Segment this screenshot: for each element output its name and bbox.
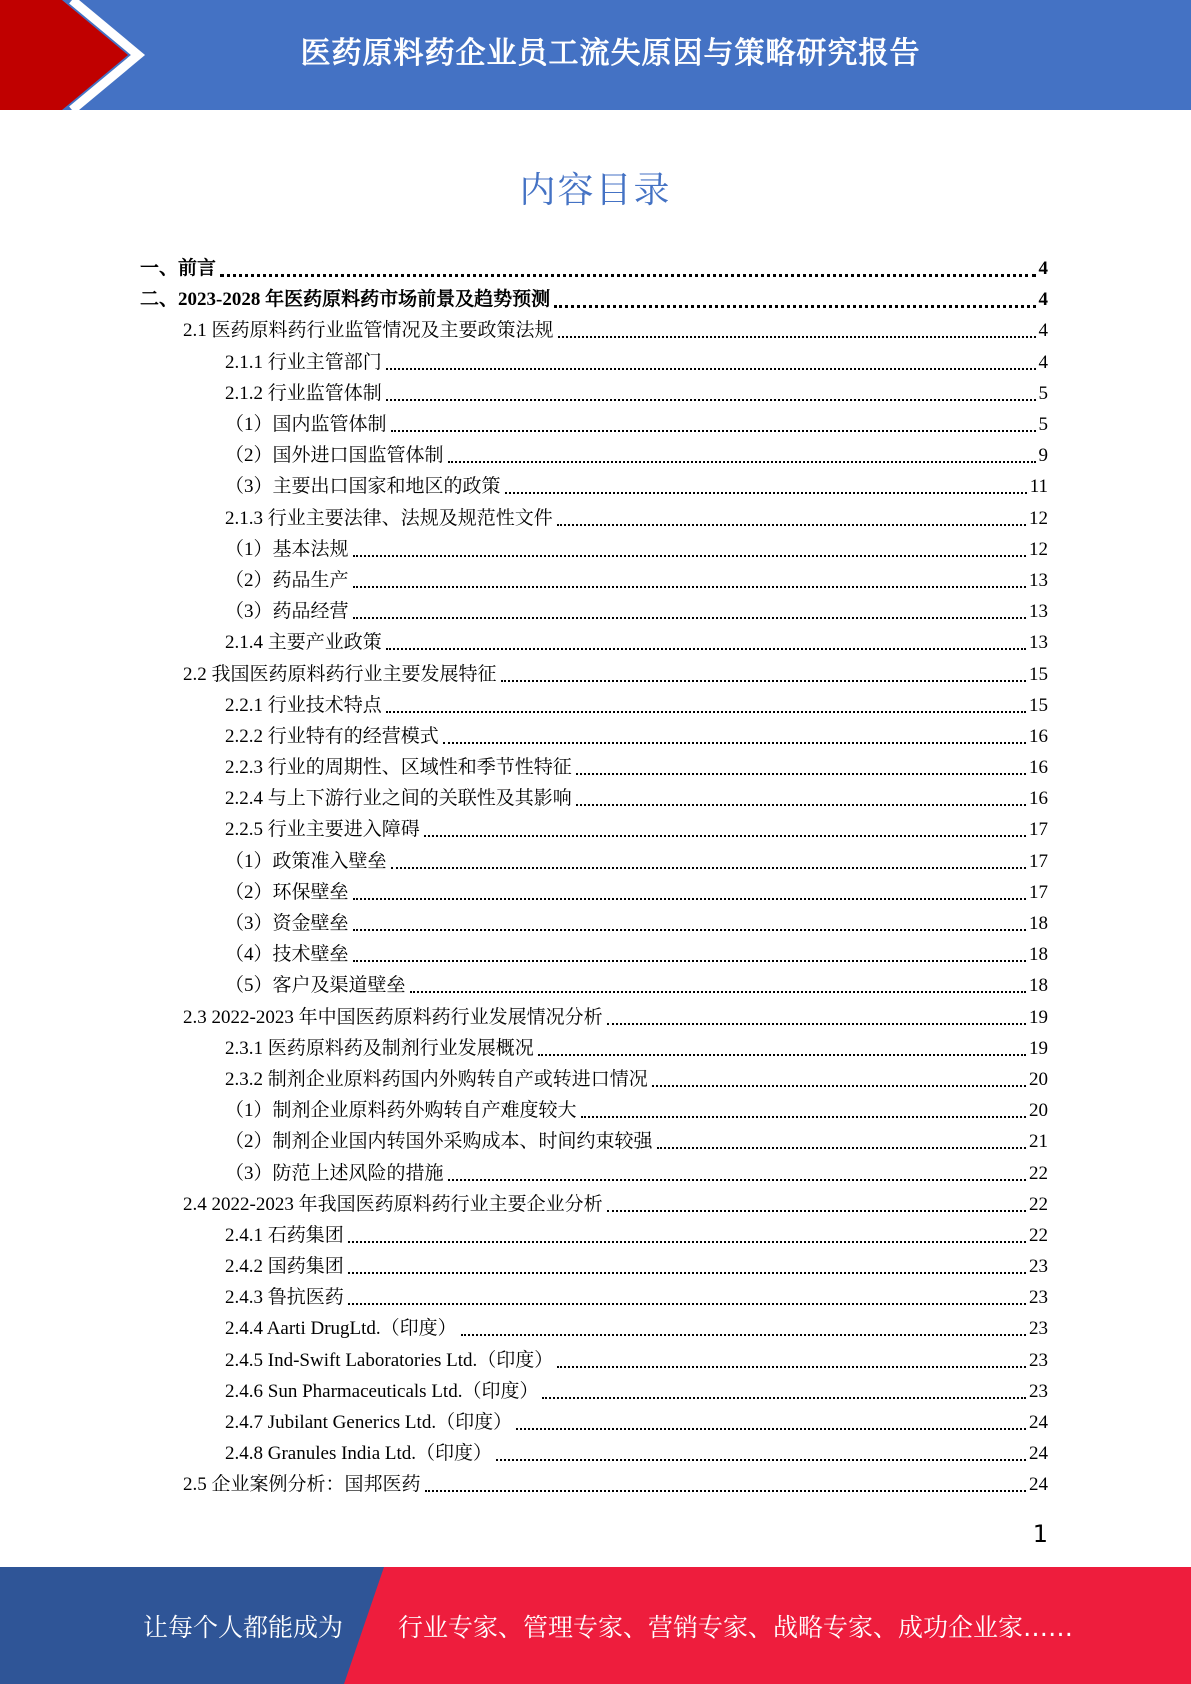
toc-entry[interactable]: [0, 1345, 1191, 1376]
toc-entry-page: 17: [1029, 850, 1048, 872]
toc-entry-page: 23: [1029, 1349, 1048, 1371]
toc-entry-page: 22: [1029, 1224, 1048, 1246]
footer-slogan-right: 行业专家、管理专家、营销专家、战略专家、成功企业家……: [398, 1612, 1074, 1642]
toc-dot-leader: [391, 866, 1026, 869]
toc-dot-leader: [386, 710, 1026, 713]
toc-entry[interactable]: [0, 846, 1191, 877]
toc-entry-label: （3）主要出口国家和地区的政策: [225, 476, 501, 498]
toc-entry-page: 13: [1029, 569, 1048, 591]
toc-entry-page: 19: [1029, 1037, 1048, 1059]
toc-entry-page: 4: [1038, 258, 1048, 280]
toc-entry-page: 11: [1029, 476, 1048, 498]
toc-dot-leader: [657, 1146, 1026, 1149]
toc-entry-label: 一、前言: [140, 258, 217, 280]
toc-entry[interactable]: [0, 1282, 1191, 1313]
toc-entry-page: 5: [1038, 414, 1048, 436]
toc-entry-label: （4）技术壁垒: [225, 944, 349, 966]
toc-entry[interactable]: [0, 1407, 1191, 1438]
toc-dot-leader: [410, 990, 1026, 993]
toc-dot-leader: [554, 304, 1035, 308]
toc-entry-page: 24: [1029, 1474, 1048, 1496]
toc-entry-page: 22: [1029, 1162, 1048, 1184]
toc-entry-label: 二、2023-2028 年医药原料药市场前景及趋势预测: [140, 289, 551, 311]
toc-entry[interactable]: [0, 877, 1191, 908]
toc-entry-label: 2.4.5 Ind-Swift Laboratories Ltd.（印度）: [225, 1349, 554, 1371]
toc-entry[interactable]: [0, 471, 1191, 502]
toc-entry[interactable]: [0, 534, 1191, 565]
toc-dot-leader: [542, 1396, 1026, 1399]
toc-entry-label: （3）药品经营: [225, 601, 349, 623]
footer-slogan-left: 让每个人都能成为: [143, 1612, 344, 1642]
toc-entry-label: （3）资金壁垒: [225, 913, 349, 935]
toc-entry[interactable]: [0, 565, 1191, 596]
toc-entry[interactable]: [0, 1438, 1191, 1469]
toc-dot-leader: [505, 491, 1027, 494]
toc-entry-page: 16: [1029, 788, 1048, 810]
toc-entry-page: 22: [1029, 1193, 1048, 1215]
toc-title: 内容目录: [519, 170, 672, 211]
toc-entry-label: 2.3.2 制剂企业原料药国内外购转自产或转进口情况: [225, 1068, 648, 1090]
toc-entry-label: 2.1.3 行业主要法律、法规及规范性文件: [225, 507, 553, 529]
toc-dot-leader: [516, 1427, 1026, 1430]
toc-entry-label: （2）制剂企业国内转国外采购成本、时间约束较强: [225, 1131, 653, 1153]
toc-entry-label: 2.2 我国医药原料药行业主要发展特征: [183, 663, 497, 685]
toc-entry[interactable]: [0, 1002, 1191, 1033]
toc-entry-page: 15: [1029, 694, 1048, 716]
toc-dot-leader: [353, 928, 1026, 931]
toc-entry-page: 18: [1029, 944, 1048, 966]
toc-entry-label: 2.3.1 医药原料药及制剂行业发展概况: [225, 1037, 534, 1059]
toc-dot-leader: [558, 335, 1036, 338]
toc-entry-page: 24: [1029, 1443, 1048, 1465]
toc-dot-leader: [391, 429, 1036, 432]
toc-dot-leader: [386, 367, 1036, 370]
toc-entry-label: （2）国外进口国监管体制: [225, 445, 444, 467]
toc-entry-label: 2.4.8 Granules India Ltd.（印度）: [225, 1443, 493, 1465]
toc-dot-leader: [386, 647, 1026, 650]
toc-dot-leader: [353, 897, 1026, 900]
toc-entry-page: 13: [1029, 632, 1048, 654]
toc-dot-leader: [652, 1084, 1026, 1087]
toc-entry-page: 18: [1029, 975, 1048, 997]
toc-entry[interactable]: [0, 1469, 1191, 1500]
toc-dot-leader: [353, 959, 1026, 962]
toc-entry[interactable]: [0, 970, 1191, 1001]
toc-entry-page: 20: [1029, 1068, 1048, 1090]
toc-dot-leader: [348, 1271, 1026, 1274]
toc-entry-label: 2.3 2022-2023 年中国医药原料药行业发展情况分析: [183, 1006, 603, 1028]
toc-entry-label: 2.2.5 行业主要进入障碍: [225, 819, 420, 841]
toc-entry-page: 16: [1029, 757, 1048, 779]
toc-entry[interactable]: [0, 440, 1191, 471]
toc-dot-leader: [448, 460, 1036, 463]
toc-entry-label: （5）客户及渠道壁垒: [225, 975, 406, 997]
toc-dot-leader: [576, 803, 1026, 806]
toc-entry-page: 23: [1029, 1256, 1048, 1278]
toc-entry-label: 2.1.4 主要产业政策: [225, 632, 382, 654]
toc-entry-page: 16: [1029, 725, 1048, 747]
toc-dot-leader: [557, 523, 1026, 526]
toc-entry[interactable]: [0, 253, 1191, 284]
toc-dot-leader: [581, 1115, 1026, 1118]
toc-dot-leader: [353, 616, 1026, 619]
report-title: 医药原料药企业员工流失原因与策略研究报告: [300, 36, 921, 71]
toc-entry-page: 4: [1038, 289, 1048, 311]
toc-entry[interactable]: [0, 503, 1191, 534]
toc-dot-leader: [348, 1302, 1026, 1305]
toc-entry[interactable]: [0, 378, 1191, 409]
toc-entry-label: 2.4 2022-2023 年我国医药原料药行业主要企业分析: [183, 1193, 603, 1215]
toc-entry[interactable]: [0, 596, 1191, 627]
header-banner: [0, 0, 1191, 110]
toc-dot-leader: [348, 1240, 1026, 1243]
toc-entry-page: 23: [1029, 1318, 1048, 1340]
toc-entry[interactable]: [0, 1157, 1191, 1188]
toc-entry-label: （1）制剂企业原料药外购转自产难度较大: [225, 1100, 577, 1122]
toc-dot-leader: [607, 1022, 1026, 1025]
toc-entry-label: 2.1.2 行业监管体制: [225, 382, 382, 404]
toc-dot-leader: [443, 741, 1026, 744]
toc-entry[interactable]: [0, 814, 1191, 845]
toc-dot-leader: [576, 772, 1026, 775]
toc-entry-label: （2）药品生产: [225, 569, 349, 591]
toc-entry[interactable]: [0, 1064, 1191, 1095]
toc-entry-label: 2.4.2 国药集团: [225, 1256, 344, 1278]
toc-entry-page: 17: [1029, 819, 1048, 841]
toc-dot-leader: [425, 1489, 1026, 1492]
toc-entry-label: 2.5 企业案例分析：国邦医药: [183, 1474, 421, 1496]
toc-entry-label: 2.1 医药原料药行业监管情况及主要政策法规: [183, 320, 554, 342]
toc-entry-label: 2.1.1 行业主管部门: [225, 351, 382, 373]
toc-entry-page: 20: [1029, 1100, 1048, 1122]
toc-dot-leader: [353, 585, 1026, 588]
toc-dot-leader: [353, 554, 1026, 557]
toc-entry[interactable]: [0, 1189, 1191, 1220]
toc-dot-leader: [386, 398, 1036, 401]
toc-entry[interactable]: [0, 1033, 1191, 1064]
toc-entry-label: 2.4.4 Aarti DrugLtd.（印度）: [225, 1318, 457, 1340]
toc-entry[interactable]: [0, 1313, 1191, 1344]
toc-entry[interactable]: [0, 783, 1191, 814]
footer-banner: [0, 1567, 1191, 1684]
toc-entry-page: 4: [1038, 351, 1048, 373]
page-number: 1: [1032, 1520, 1048, 1548]
toc-entry-page: 15: [1029, 663, 1048, 685]
toc-entry[interactable]: [0, 409, 1191, 440]
toc-entry-page: 21: [1029, 1131, 1048, 1153]
toc-entry-label: （1）政策准入壁垒: [225, 850, 387, 872]
toc-entry-label: 2.4.7 Jubilant Generics Ltd.（印度）: [225, 1412, 513, 1434]
toc-entry-page: 4: [1038, 320, 1048, 342]
toc-entry[interactable]: [0, 658, 1191, 689]
toc-dot-leader: [424, 834, 1026, 837]
toc-entry-label: 2.2.3 行业的周期性、区域性和季节性特征: [225, 757, 572, 779]
toc-entry[interactable]: [0, 315, 1191, 346]
toc-entry-page: 9: [1038, 445, 1048, 467]
toc-entry-label: 2.2.2 行业特有的经营模式: [225, 725, 439, 747]
toc-entry-page: 19: [1029, 1006, 1048, 1028]
toc-entry[interactable]: [0, 284, 1191, 315]
toc-entry-label: （1）国内监管体制: [225, 414, 387, 436]
toc-list: [0, 253, 1191, 1501]
toc-entry-page: 5: [1038, 382, 1048, 404]
toc-dot-leader: [538, 1053, 1026, 1056]
toc-entry-label: 2.4.1 石药集团: [225, 1224, 344, 1246]
toc-entry-page: 12: [1029, 538, 1048, 560]
toc-entry[interactable]: [0, 721, 1191, 752]
toc-dot-leader: [220, 273, 1035, 277]
toc-entry[interactable]: [0, 1220, 1191, 1251]
toc-entry[interactable]: [0, 752, 1191, 783]
toc-entry-page: 13: [1029, 601, 1048, 623]
toc-entry-label: （1）基本法规: [225, 538, 349, 560]
toc-dot-leader: [496, 1458, 1026, 1461]
toc-entry-page: 12: [1029, 507, 1048, 529]
toc-entry-page: 17: [1029, 881, 1048, 903]
toc-entry[interactable]: [0, 1376, 1191, 1407]
toc-dot-leader: [607, 1209, 1026, 1212]
toc-entry[interactable]: [0, 1095, 1191, 1126]
toc-entry-label: 2.4.3 鲁抗医药: [225, 1287, 344, 1309]
toc-entry[interactable]: [0, 690, 1191, 721]
toc-entry-label: 2.4.6 Sun Pharmaceuticals Ltd.（印度）: [225, 1380, 539, 1402]
toc-entry-page: 23: [1029, 1380, 1048, 1402]
toc-entry-page: 24: [1029, 1412, 1048, 1434]
toc-dot-leader: [448, 1178, 1026, 1181]
toc-entry[interactable]: [0, 939, 1191, 970]
toc-entry[interactable]: [0, 627, 1191, 658]
toc-dot-leader: [557, 1365, 1026, 1368]
toc-entry[interactable]: [0, 908, 1191, 939]
toc-entry-page: 23: [1029, 1287, 1048, 1309]
toc-entry-page: 18: [1029, 913, 1048, 935]
toc-dot-leader: [501, 679, 1026, 682]
toc-dot-leader: [461, 1333, 1026, 1336]
toc-entry-label: 2.2.1 行业技术特点: [225, 694, 382, 716]
toc-entry-label: 2.2.4 与上下游行业之间的关联性及其影响: [225, 788, 572, 810]
toc-entry-label: （3）防范上述风险的措施: [225, 1162, 444, 1184]
toc-entry[interactable]: [0, 1251, 1191, 1282]
toc-entry[interactable]: [0, 1126, 1191, 1157]
toc-entry-label: （2）环保壁垒: [225, 881, 349, 903]
toc-entry[interactable]: [0, 347, 1191, 378]
